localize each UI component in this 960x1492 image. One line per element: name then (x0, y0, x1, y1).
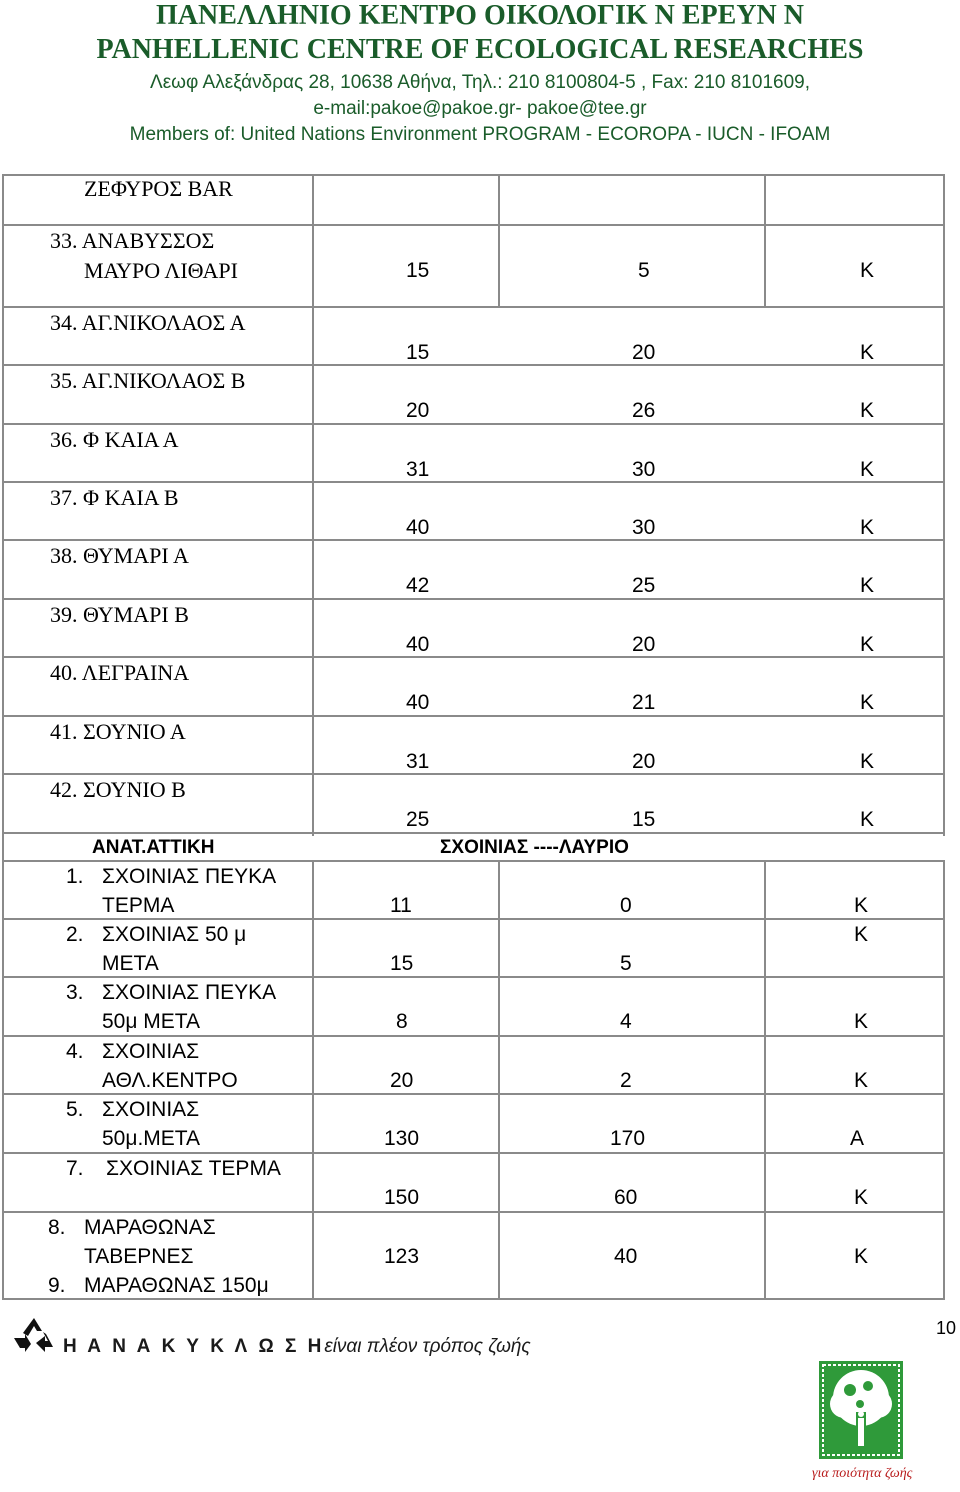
value-1: 40 (406, 516, 430, 539)
station-label-cont: ΜΑΥΡΟ ΛΙΘΑΡΙ (84, 258, 238, 283)
table-rule (2, 539, 945, 541)
table-rule (2, 1035, 945, 1037)
station-label: 36. Φ ΚΑΙΑ Α (50, 427, 179, 452)
value-2: 30 (632, 458, 656, 481)
station-label: 37. Φ ΚΑΙΑ Β (50, 485, 179, 510)
grade: Κ (860, 458, 875, 481)
recycle-icon (12, 1316, 56, 1356)
grade: Κ (860, 808, 875, 831)
station-label: 34. ΑΓ.ΝΙΚΟΛΑΟΣ Α (50, 310, 246, 335)
grade: Κ (854, 923, 869, 946)
table-rule (2, 364, 945, 366)
station-label: ΣΧΟΙΝΙΑΣ (102, 1040, 200, 1063)
station-label-cont: ΤΕΡΜΑ (102, 894, 175, 917)
table-divider (498, 174, 500, 308)
table-border-right (943, 174, 945, 836)
value-1: 123 (384, 1245, 420, 1268)
station-label-cont: ΤΑΒΕΡΝΕΣ (84, 1245, 194, 1268)
slogan-spaced: Η Α Ν Α Κ Υ Κ Λ Ω Σ Η (63, 1336, 325, 1357)
value-2: 30 (632, 516, 656, 539)
table-divider (312, 862, 314, 1300)
grade: Α (850, 1127, 865, 1150)
value-2: 2 (620, 1069, 632, 1092)
value-1: 15 (406, 259, 430, 282)
table-rule (2, 976, 945, 978)
station-label-cont: ΜΕΤΑ (102, 952, 159, 975)
grade: Κ (860, 341, 875, 364)
grade: Κ (854, 1069, 869, 1092)
grade: Κ (860, 750, 875, 773)
value-1: 31 (406, 750, 430, 773)
table-rule (2, 715, 945, 717)
table-rule (2, 656, 945, 658)
slogan-rest: είναι πλέον τρόπος ζωής (324, 1336, 531, 1357)
grade: Κ (860, 633, 875, 656)
value-2: 25 (632, 574, 656, 597)
quality-tagline: για ποιότητα ζωής (812, 1466, 913, 1481)
value-2: 15 (632, 808, 656, 831)
value-1: 11 (390, 894, 412, 917)
value-1: 31 (406, 458, 430, 481)
value-1: 40 (406, 691, 430, 714)
station-label: ΣΧΟΙΝΙΑΣ ΠΕΥΚΑ (102, 865, 277, 888)
grade: Κ (860, 516, 875, 539)
station-label: 42. ΣΟΥΝΙΟ Β (50, 777, 186, 802)
table-rule (2, 306, 945, 308)
item-number: 3. (66, 981, 84, 1004)
table-rule (2, 832, 945, 834)
table-rule (2, 598, 945, 600)
grade: Κ (854, 1186, 869, 1209)
value-1: 130 (384, 1127, 420, 1150)
value-1: 20 (406, 399, 430, 422)
table-rule (2, 1211, 945, 1213)
item-number: 5. (66, 1098, 84, 1121)
value-1: 40 (406, 633, 430, 656)
value-1: 42 (406, 574, 430, 597)
table-border-right (943, 862, 945, 1300)
value-1: 20 (390, 1069, 414, 1092)
station-label: 38. ΘΥΜΑΡΙ Α (50, 543, 189, 568)
value-2: 0 (620, 894, 632, 917)
grade: Κ (860, 259, 875, 282)
station-label: ΣΧΟΙΝΙΑΣ ΤΕΡΜΑ (106, 1157, 281, 1180)
value-1: 15 (406, 341, 430, 364)
value-2: 20 (632, 750, 656, 773)
value-2: 5 (620, 952, 632, 975)
org-address: Λεωφ Αλεξάνδρας 28, 10638 Αθήνα, Τηλ.: 210 8100804-5 , Fax: 210 8101609, (150, 72, 810, 93)
table-rule (2, 773, 945, 775)
item-number: 4. (66, 1040, 84, 1063)
station-label: ΣΧΟΙΝΙΑΣ 50 μ (102, 923, 247, 946)
grade: Κ (860, 691, 875, 714)
org-memberships: Members of: United Nations Environment PROGRAM - ECOROPA - IUCN - IFOAM (129, 124, 831, 145)
table-rule (2, 423, 945, 425)
table-rule (2, 224, 945, 226)
station-label: ΜΑΡΑΘΩΝΑΣ 150μ (84, 1274, 269, 1297)
org-name-greek: ΠΑΝΕΛΛΗΝΙΟ ΚΕΝΤΡΟ ΟΙΚΟΛΟΓΙΚ Ν ΕΡΕΥΝ Ν (156, 0, 804, 31)
station-label: 35. ΑΓ.ΝΙΚΟΛΑΟΣ Β (50, 368, 246, 393)
table-divider (764, 862, 766, 1300)
table-divider (498, 862, 500, 1300)
recycling-slogan (63, 1336, 531, 1358)
table-rule (2, 918, 945, 920)
station-label: 33. ΑΝΑΒΥΣΣΟΣ (50, 228, 215, 253)
station-label: ΣΧΟΙΝΙΑΣ ΠΕΥΚΑ (102, 981, 277, 1004)
item-number: 2. (66, 923, 84, 946)
value-2: 40 (614, 1245, 638, 1268)
table-divider (764, 174, 766, 308)
table-rule (2, 1298, 945, 1300)
value-2: 60 (614, 1186, 638, 1209)
station-label-cont: 50μ.ΜΕΤΑ (102, 1127, 201, 1150)
value-1: 25 (406, 808, 430, 831)
value-1: 150 (384, 1186, 420, 1209)
item-number: 1. (66, 865, 84, 888)
item-number: 8. (48, 1216, 66, 1239)
value-2: 5 (638, 259, 650, 282)
station-label: ΖΕΦΥΡΟΣ BAR (84, 176, 233, 201)
table-rule (2, 481, 945, 483)
value-2: 4 (620, 1010, 632, 1033)
value-1: 8 (396, 1010, 408, 1033)
value-2: 21 (632, 691, 656, 714)
grade: Κ (860, 574, 875, 597)
value-2: 170 (610, 1127, 646, 1150)
section-region: ΑΝΑΤ.ΑΤΤΙΚΗ (92, 837, 215, 858)
grade: Κ (854, 1010, 869, 1033)
station-label: 39. ΘΥΜΑΡΙ Β (50, 602, 189, 627)
value-2: 20 (632, 633, 656, 656)
value-1: 15 (390, 952, 414, 975)
value-2: 20 (632, 341, 656, 364)
station-label: ΜΑΡΑΘΩΝΑΣ (84, 1216, 216, 1239)
station-label-cont: 50μ ΜΕΤΑ (102, 1010, 201, 1033)
grade: Κ (854, 894, 869, 917)
tree-logo-icon (818, 1360, 904, 1460)
item-number: 7. (66, 1157, 84, 1180)
item-number: 9. (48, 1274, 66, 1297)
grade: Κ (854, 1245, 869, 1268)
org-email: e-mail:pakoe@pakoe.gr- pakoe@tee.gr (313, 98, 647, 119)
table-rule (2, 860, 945, 862)
page-number: 10 (936, 1318, 957, 1338)
station-label-cont: ΑΘΛ.ΚΕΝΤΡΟ (102, 1069, 238, 1092)
station-label: 40. ΛΕΓΡΑΙΝΑ (50, 660, 190, 685)
section-route: ΣΧΟΙΝΙΑΣ ----ΛΑΥΡΙΟ (440, 837, 629, 858)
station-label: 41. ΣΟΥΝΙΟ Α (50, 719, 186, 744)
table-rule (2, 1093, 945, 1095)
table-rule (2, 1152, 945, 1154)
table-divider (312, 174, 314, 836)
table-border-left (2, 174, 4, 1300)
value-2: 26 (632, 399, 656, 422)
station-label: ΣΧΟΙΝΙΑΣ (102, 1098, 200, 1121)
org-name-english: PANHELLENIC CENTRE OF ECOLOGICAL RESEARCHES (96, 34, 864, 65)
grade: Κ (860, 399, 875, 422)
